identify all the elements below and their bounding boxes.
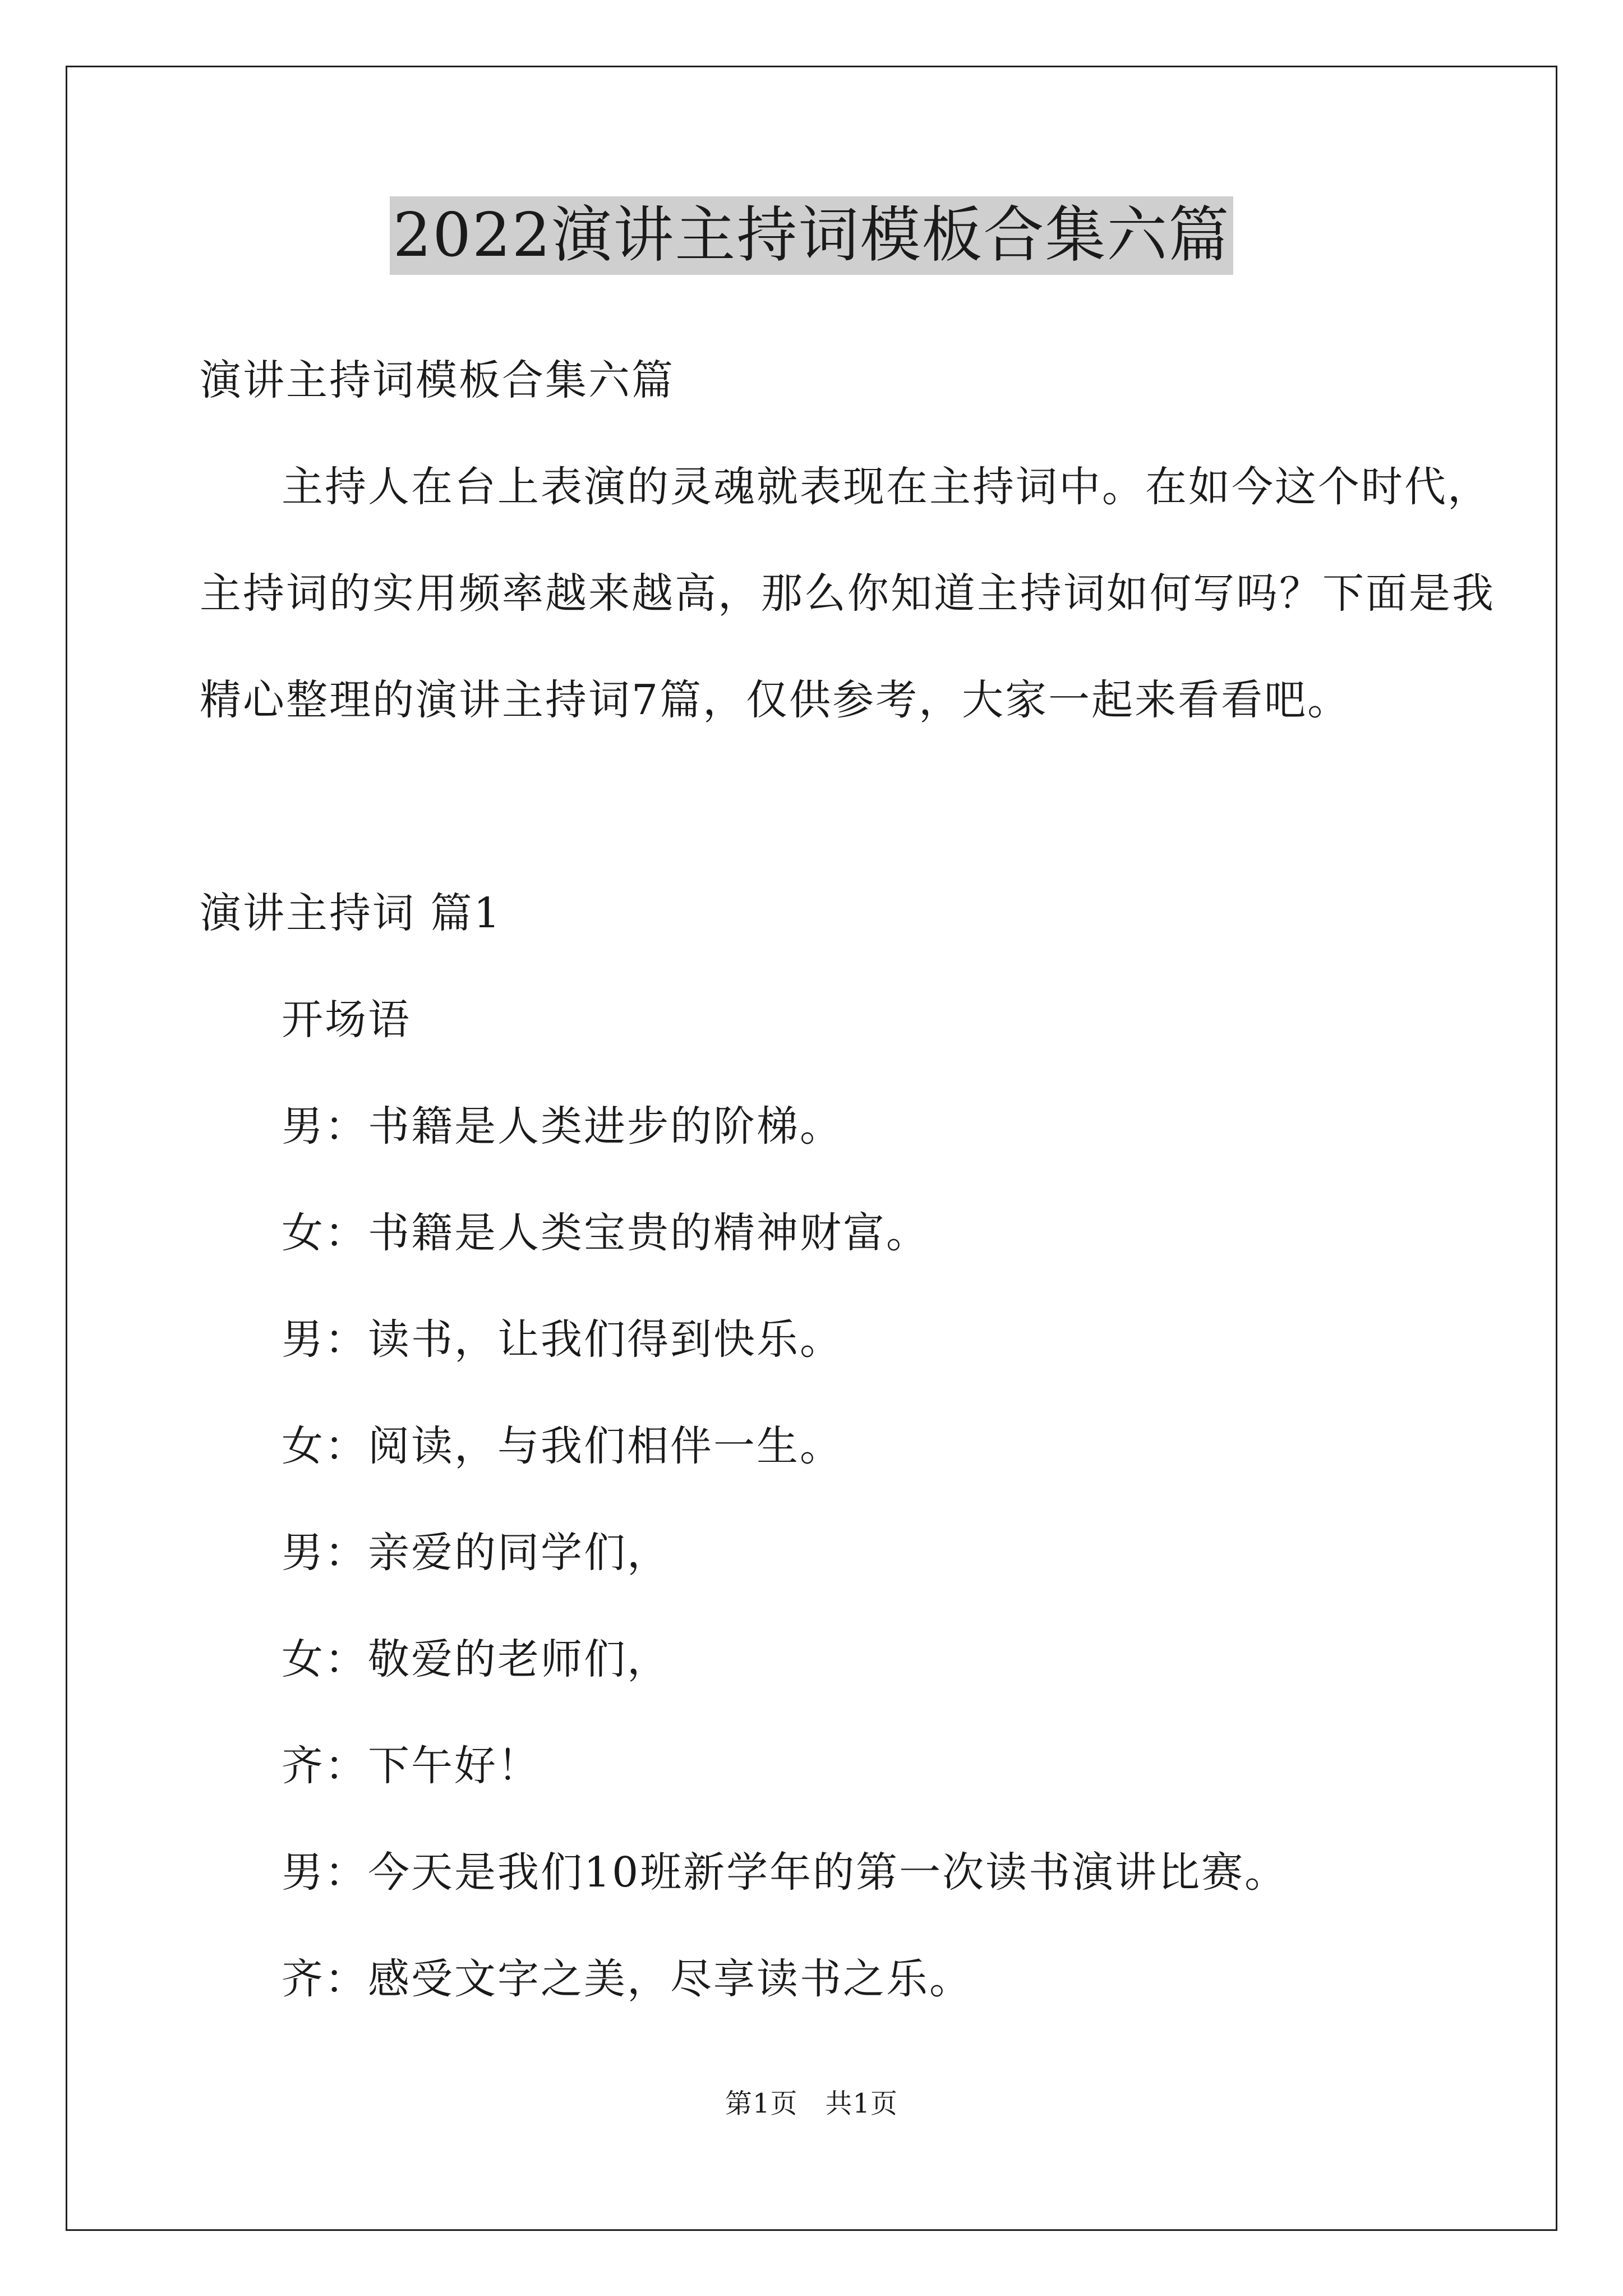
title-container: [0, 196, 1623, 275]
body-line: 男：亲爱的同学们，: [282, 1529, 670, 1577]
intro-line-3: 精心整理的演讲主持词7篇，仅供参考，大家一起来看看吧。: [200, 676, 1351, 724]
body-line: 男：今天是我们10班新学年的第一次读书演讲比赛。: [282, 1848, 1288, 1897]
body-line: 女：阅读，与我们相伴一生。: [282, 1422, 843, 1470]
document-title: 2022演讲主持词模板合集六篇: [390, 196, 1234, 275]
body-line: 男：书籍是人类进步的阶梯。: [282, 1102, 843, 1151]
section-heading: 演讲主持词 篇1: [200, 889, 502, 937]
intro-line-1: 主持人在台上表演的灵魂就表现在主持词中。在如今这个时代，: [282, 463, 1491, 511]
body-line: 女：敬爱的老师们，: [282, 1635, 670, 1683]
intro-line-2: 主持词的实用频率越来越高，那么你知道主持词如何写吗？下面是我: [200, 569, 1495, 618]
body-line: 齐：下午好！: [282, 1742, 541, 1790]
body-line: 女：书籍是人类宝贵的精神财富。: [282, 1209, 929, 1257]
body-line: 开场语: [282, 996, 411, 1044]
body-line: 男：读书，让我们得到快乐。: [282, 1315, 843, 1364]
page-footer: 第1页 共1页: [725, 2088, 898, 2119]
document-subtitle: 演讲主持词模板合集六篇: [200, 356, 675, 404]
body-line: 齐：感受文字之美，尽享读书之乐。: [282, 1955, 972, 2003]
